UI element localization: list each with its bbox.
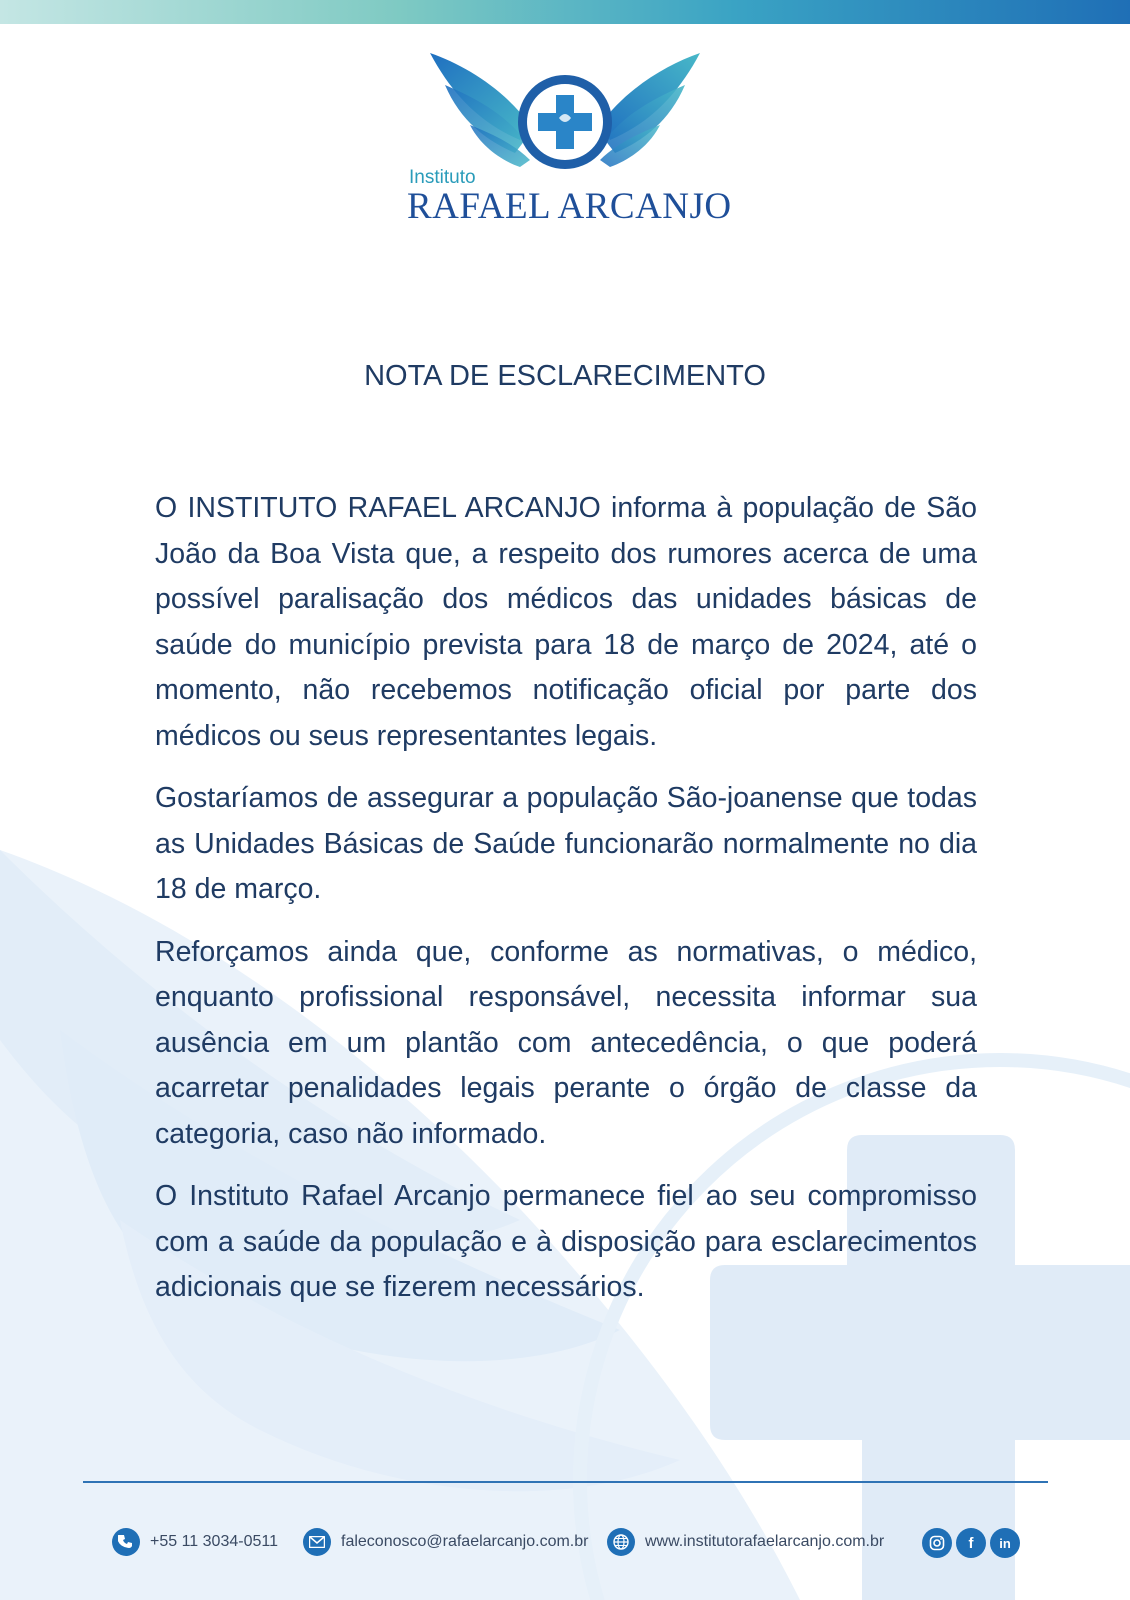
paragraph-1: O INSTITUTO RAFAEL ARCANJO informa à população de São João da Boa Vista que, a respeito dos rumores acerca de uma possível paralisação dos médicos das unidades básicas de saúde do município prevista para 18 de março de 2024, até o momento, não recebemos notificação oficial por parte dos médicos ou seus representantes legais. xyxy=(155,492,977,752)
phone-icon xyxy=(112,1528,140,1556)
paragraph-3: Reforçamos ainda que, conforme as normativas, o médico, enquanto profissional responsável, necessita informar sua ausência em um plantão com antecedência, o que poderá acarretar penalidades legais perante o órgão de classe da categoria, caso não informado. xyxy=(155,935,977,1150)
paragraph-2: Gostaríamos de assegurar a população São-joanense que todas as Unidades Básicas de Saúde funcionarão normalmente no dia 18 de março. xyxy=(155,782,977,905)
logo-big-text: RAFAEL ARCANJO xyxy=(407,186,732,227)
logo-small-text: Instituto xyxy=(409,167,476,188)
email-text: faleconosco@rafaelarcanjo.com.br xyxy=(341,1533,589,1550)
footer-website[interactable] xyxy=(607,1527,884,1557)
website-text: www.institutorafaelarcanjo.com.br xyxy=(645,1533,885,1550)
document-title: NOTA DE ESCLARECIMENTO xyxy=(364,360,766,392)
facebook-icon[interactable]: f xyxy=(956,1528,986,1558)
paragraph-4: O Instituto Rafael Arcanjo permanece fiel ao seu compromisso com a saúde da população e à disposição para esclarecimentos adicionais que se fizerem necessários. xyxy=(155,1180,977,1303)
mail-icon xyxy=(303,1528,331,1556)
linkedin-icon[interactable]: in xyxy=(990,1528,1020,1558)
phone-text: +55 11 3034-0511 xyxy=(150,1533,278,1550)
instagram-icon[interactable] xyxy=(922,1528,952,1558)
footer-phone[interactable] xyxy=(112,1527,278,1557)
winged-cross-emblem-icon xyxy=(425,45,705,175)
document-body xyxy=(155,486,977,1328)
footer-divider xyxy=(83,1481,1048,1483)
globe-icon xyxy=(607,1528,635,1556)
footer-email[interactable] xyxy=(303,1527,588,1557)
institute-logo xyxy=(395,45,735,235)
